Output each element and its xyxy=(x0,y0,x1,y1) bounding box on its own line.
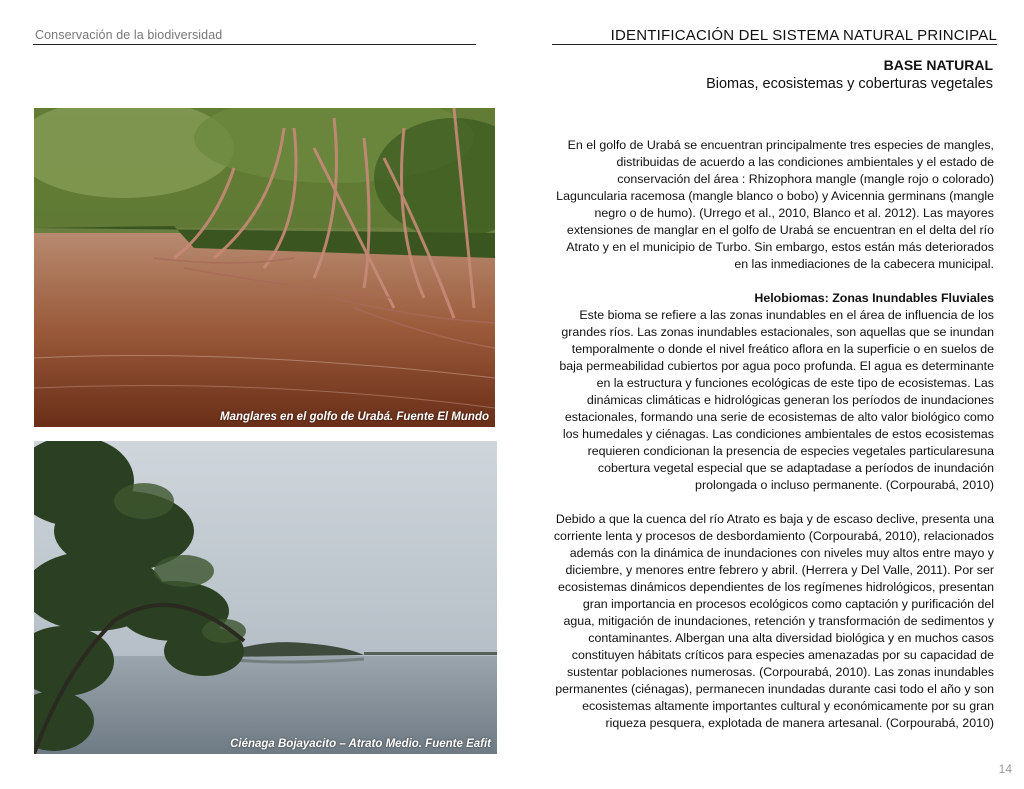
figure-swamp xyxy=(34,441,497,754)
header-right-title: IDENTIFICACIÓN DEL SISTEMA NATURAL PRINCIPAL xyxy=(610,27,997,44)
page-number: 14 xyxy=(998,762,1012,776)
subheading: Helobiomas: Zonas Inundables Fluviales xyxy=(754,291,994,305)
header-left-rule xyxy=(33,44,476,45)
header-right-rule xyxy=(552,44,997,45)
figure-mangroves xyxy=(34,108,495,427)
header-left-title: Conservación de la biodiversidad xyxy=(35,28,223,42)
figure-caption: Ciénaga Bojayacito – Atrato Medio. Fuente Eafit xyxy=(230,738,491,750)
paragraph: Este bioma se refiere a las zonas inundables en el área de influencia de los grandes ríos. Las zonas inundables estacionales, son aquellas que se inundan temporalmente o donde el nivel freático aflora en la superficie o en suelos de baja permeabilidad cubiertos por agua poco profunda. El agua es determinante en la estructura y funciones ecológicas de este tipo de ecosistemas. Las dinámicas climáticas e hidrológicas generan los períodos de inundaciones estacionales, formando una serie de ecosistemas de alto valor biológico como los humedales y ciénagas. Las condiciones ambientales de estos ecosistemas requieren condicionan la presencia de especies vegetales particularesuna cobertura vegetal especial que se adaptadase a períodos de inundación prolongada o incluso permanente. (Corpourabá, 2010) xyxy=(559,308,994,492)
paragraph: En el golfo de Urabá se encuentran principalmente tres especies de mangles, distribuidas de acuerdo a las condiciones ambientales y el estado de conservación del área : Rhizophora mangle (mangle rojo o colorado) Laguncularia racemosa (mangle blanco o bobo) y Avicennia germinans (mangle negro o de humo). (Urrego et al., 2010, Blanco et al. 2012). Las mayores extensiones de manglar en el golfo de Urabá se encuentran en el delta del río Atrato y en el municipio de Turbo. Sin embargo, estos están más deteriorados en las inmediaciones de la cabecera municipal. xyxy=(556,138,994,271)
section-subtitle: Biomas, ecosistemas y coberturas vegetales xyxy=(706,76,993,92)
mangrove-photo-icon xyxy=(34,108,495,427)
paragraph: Debido a que la cuenca del río Atrato es baja y de escaso declive, presenta una corriente lenta y procesos de desbordamiento (Corpourabá, 2010), relacionados además con la dinámica de inundaciones con niveles muy altos entre mayo y diciembre, y menores entre febrero y abril. (Herrera y Del Valle, 2011). Por ser ecosistemas dinámicos dependientes de los regímenes hidrológicos, presentan gran importancia en procesos ecológicos como captación y purificación del agua, mitigación de inundaciones, retención y transformación de sedimentos y contaminantes. Albergan una alta diversidad biológica y en muchos casos constituyen hábitats críticos para especies amenazadas por su capacidad de sustentar poblaciones numerosas. (Corpourabá, 2010). Las zonas inundables permanentes (ciénagas), permanecen inundadas durante casi todo el año y son ecosistemas altamente importantes cultural y económicamente por su gran riqueza pesquera, explotada de manera artesanal. (Corpourabá, 2010) xyxy=(553,512,994,730)
section-title: BASE NATURAL xyxy=(883,57,993,73)
figure-caption: Manglares en el golfo de Urabá. Fuente El Mundo xyxy=(219,411,489,423)
swamp-photo-icon xyxy=(34,441,497,754)
